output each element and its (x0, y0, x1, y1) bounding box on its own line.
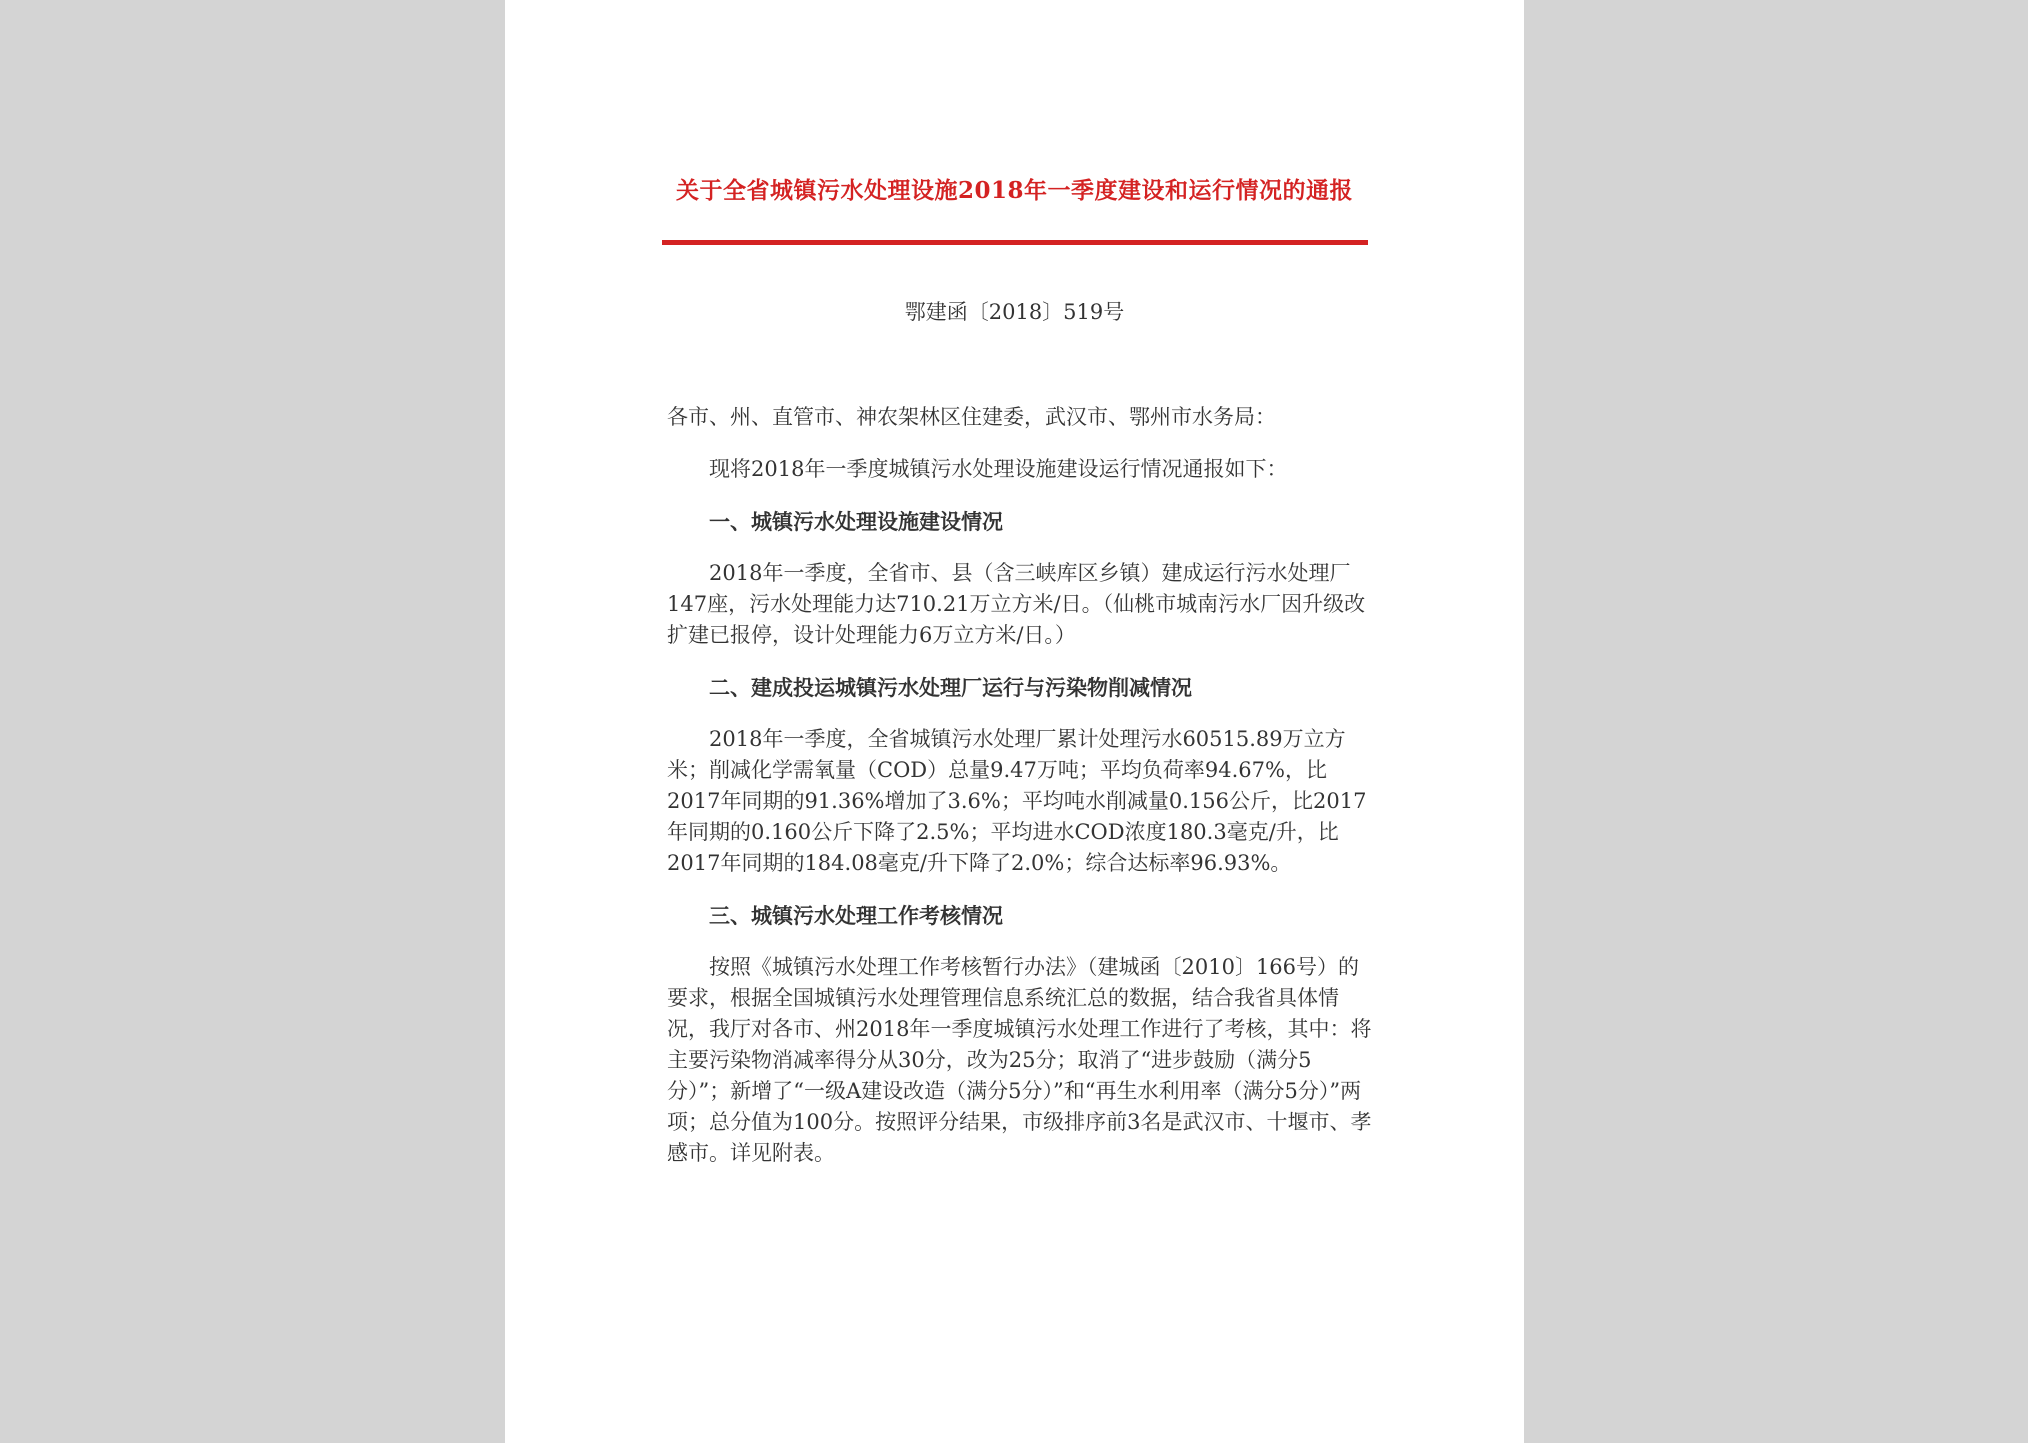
document-number: 鄂建函〔2018〕519号 (904, 300, 1125, 324)
section-2-paragraph: 2018年一季度，全省城镇污水处理厂累计处理污水60515.89万立方米；削减化学需氧量（COD）总量9.47万吨；平均负荷率94.67%，比2017年同期的91.36%增加了3.6%；平均吨水削减量0.156公斤，比2017年同期的0.160公斤下降了2.5%；平均进水COD浓度180.3毫克/升，比2017年同期的184.08毫克/升下降了2.0%；综合达标率96.93%。 (667, 727, 1367, 875)
document-body (667, 402, 1373, 1190)
document-title: 关于全省城镇污水处理设施2018年一季度建设和运行情况的通报 (675, 177, 1353, 204)
section-3-paragraph: 按照《城镇污水处理工作考核暂行办法》（建城函〔2010〕166号）的要求，根据全国城镇污水处理管理信息系统汇总的数据，结合我省具体情况，我厅对各市、州2018年一季度城镇污水处理工作进行了考核，其中：将主要污染物消减率得分从30分，改为25分；取消了“进步鼓励（满分5分）”；新增了“一级A建设改造（满分5分）”和“再生水利用率（满分5分）”两项；总分值为100分。按照评分结果，市级排序前3名是武汉市、十堰市、孝感市。详见附表。 (667, 955, 1372, 1165)
section-3-heading: 三、城镇污水处理工作考核情况 (709, 903, 1003, 928)
section-1-heading: 一、城镇污水处理设施建设情况 (709, 509, 1003, 534)
intro-paragraph: 现将2018年一季度城镇污水处理设施建设运行情况通报如下： (709, 457, 1288, 481)
section-2-heading: 二、建成投运城镇污水处理厂运行与污染物削减情况 (709, 675, 1192, 700)
document-page (505, 0, 1524, 1443)
section-1-paragraph: 2018年一季度，全省市、县（含三峡库区乡镇）建成运行污水处理厂147座，污水处理能力达710.21万立方米/日。（仙桃市城南污水厂因升级改扩建已报停，设计处理能力6万立方米/日。） (667, 561, 1366, 647)
red-title-rule (662, 240, 1368, 245)
addressee: 各市、州、直管市、神农架林区住建委，武汉市、鄂州市水务局： (667, 405, 1276, 429)
